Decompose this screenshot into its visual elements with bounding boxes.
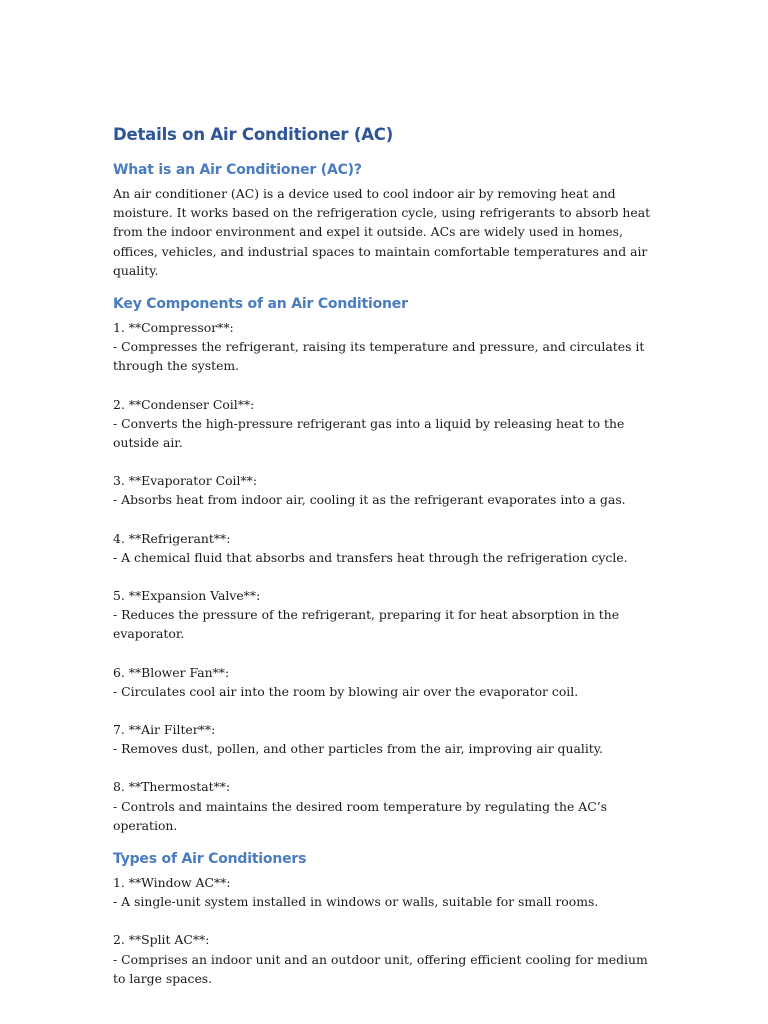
item-title: 8. **Thermostat**:: [113, 779, 231, 795]
item-title: 5. **Expansion Valve**:: [113, 588, 261, 604]
list-item: [113, 663, 661, 701]
item-description: - A single-unit system installed in windows or walls, suitable for small rooms.: [113, 894, 599, 910]
item-title: 2. **Split AC**:: [113, 932, 210, 948]
item-title: 1. **Window AC**:: [113, 875, 231, 891]
document-title: Details on Air Conditioner (AC): [113, 125, 394, 144]
section-heading: What is an Air Conditioner (AC)?: [113, 162, 362, 178]
section-paragraph: An air conditioner (AC) is a device used to cool indoor air by removing heat and moisture. It works based on the refrigeration cycle, using refrigerants to absorb heat from the indoor environment and expel it outside. ACs are widely used in homes, offices, vehicles, and industrial spaces to maintain comfortable temperatures and air quality.: [113, 186, 651, 278]
item-description: - Reduces the pressure of the refrigerant, preparing it for heat absorption in the evaporator.: [113, 607, 620, 642]
list-item: [113, 471, 661, 509]
section-heading: Types of Air Conditioners: [113, 851, 307, 868]
section-heading: Key Components of an Air Conditioner: [113, 296, 408, 313]
list-item: [113, 586, 661, 644]
item-title: 1. **Compressor**:: [113, 320, 234, 336]
item-description: - Circulates cool air into the room by blowing air over the evaporator coil.: [113, 683, 579, 699]
section-types-of-ac: [113, 849, 661, 988]
item-description: - Controls and maintains the desired room temperature by regulating the AC’s operation.: [113, 798, 607, 833]
item-description: - Comprises an indoor unit and an outdoor unit, offering efficient cooling for medium to large spaces.: [113, 951, 648, 986]
item-title: 7. **Air Filter**:: [113, 722, 216, 738]
item-title: 2. **Condenser Coil**:: [113, 396, 255, 412]
item-description: - Removes dust, pollen, and other particles from the air, improving air quality.: [113, 741, 604, 757]
list-item: [113, 318, 661, 376]
list-item: [113, 873, 661, 911]
list-item: [113, 395, 661, 453]
list-item: [113, 529, 661, 567]
item-description: - Converts the high-pressure refrigerant gas into a liquid by releasing heat to the outside air.: [113, 415, 625, 451]
item-title: 6. **Blower Fan**:: [113, 664, 230, 680]
item-description: - A chemical fluid that absorbs and transfers heat through the refrigeration cycle.: [113, 549, 628, 565]
item-title: 4. **Refrigerant**:: [113, 530, 231, 546]
list-item: [113, 777, 661, 835]
list-item: [113, 720, 661, 758]
item-description: - Compresses the refrigerant, raising its temperature and pressure, and circulates it through the system.: [113, 339, 645, 374]
list-item: [113, 930, 661, 988]
item-title: 3. **Evaporator Coil**:: [113, 473, 258, 489]
section-what-is-ac: [113, 160, 661, 280]
section-key-components: [113, 294, 661, 835]
item-description: - Absorbs heat from indoor air, cooling it as the refrigerant evaporates into a gas.: [113, 492, 626, 508]
document-page: [113, 124, 661, 1002]
